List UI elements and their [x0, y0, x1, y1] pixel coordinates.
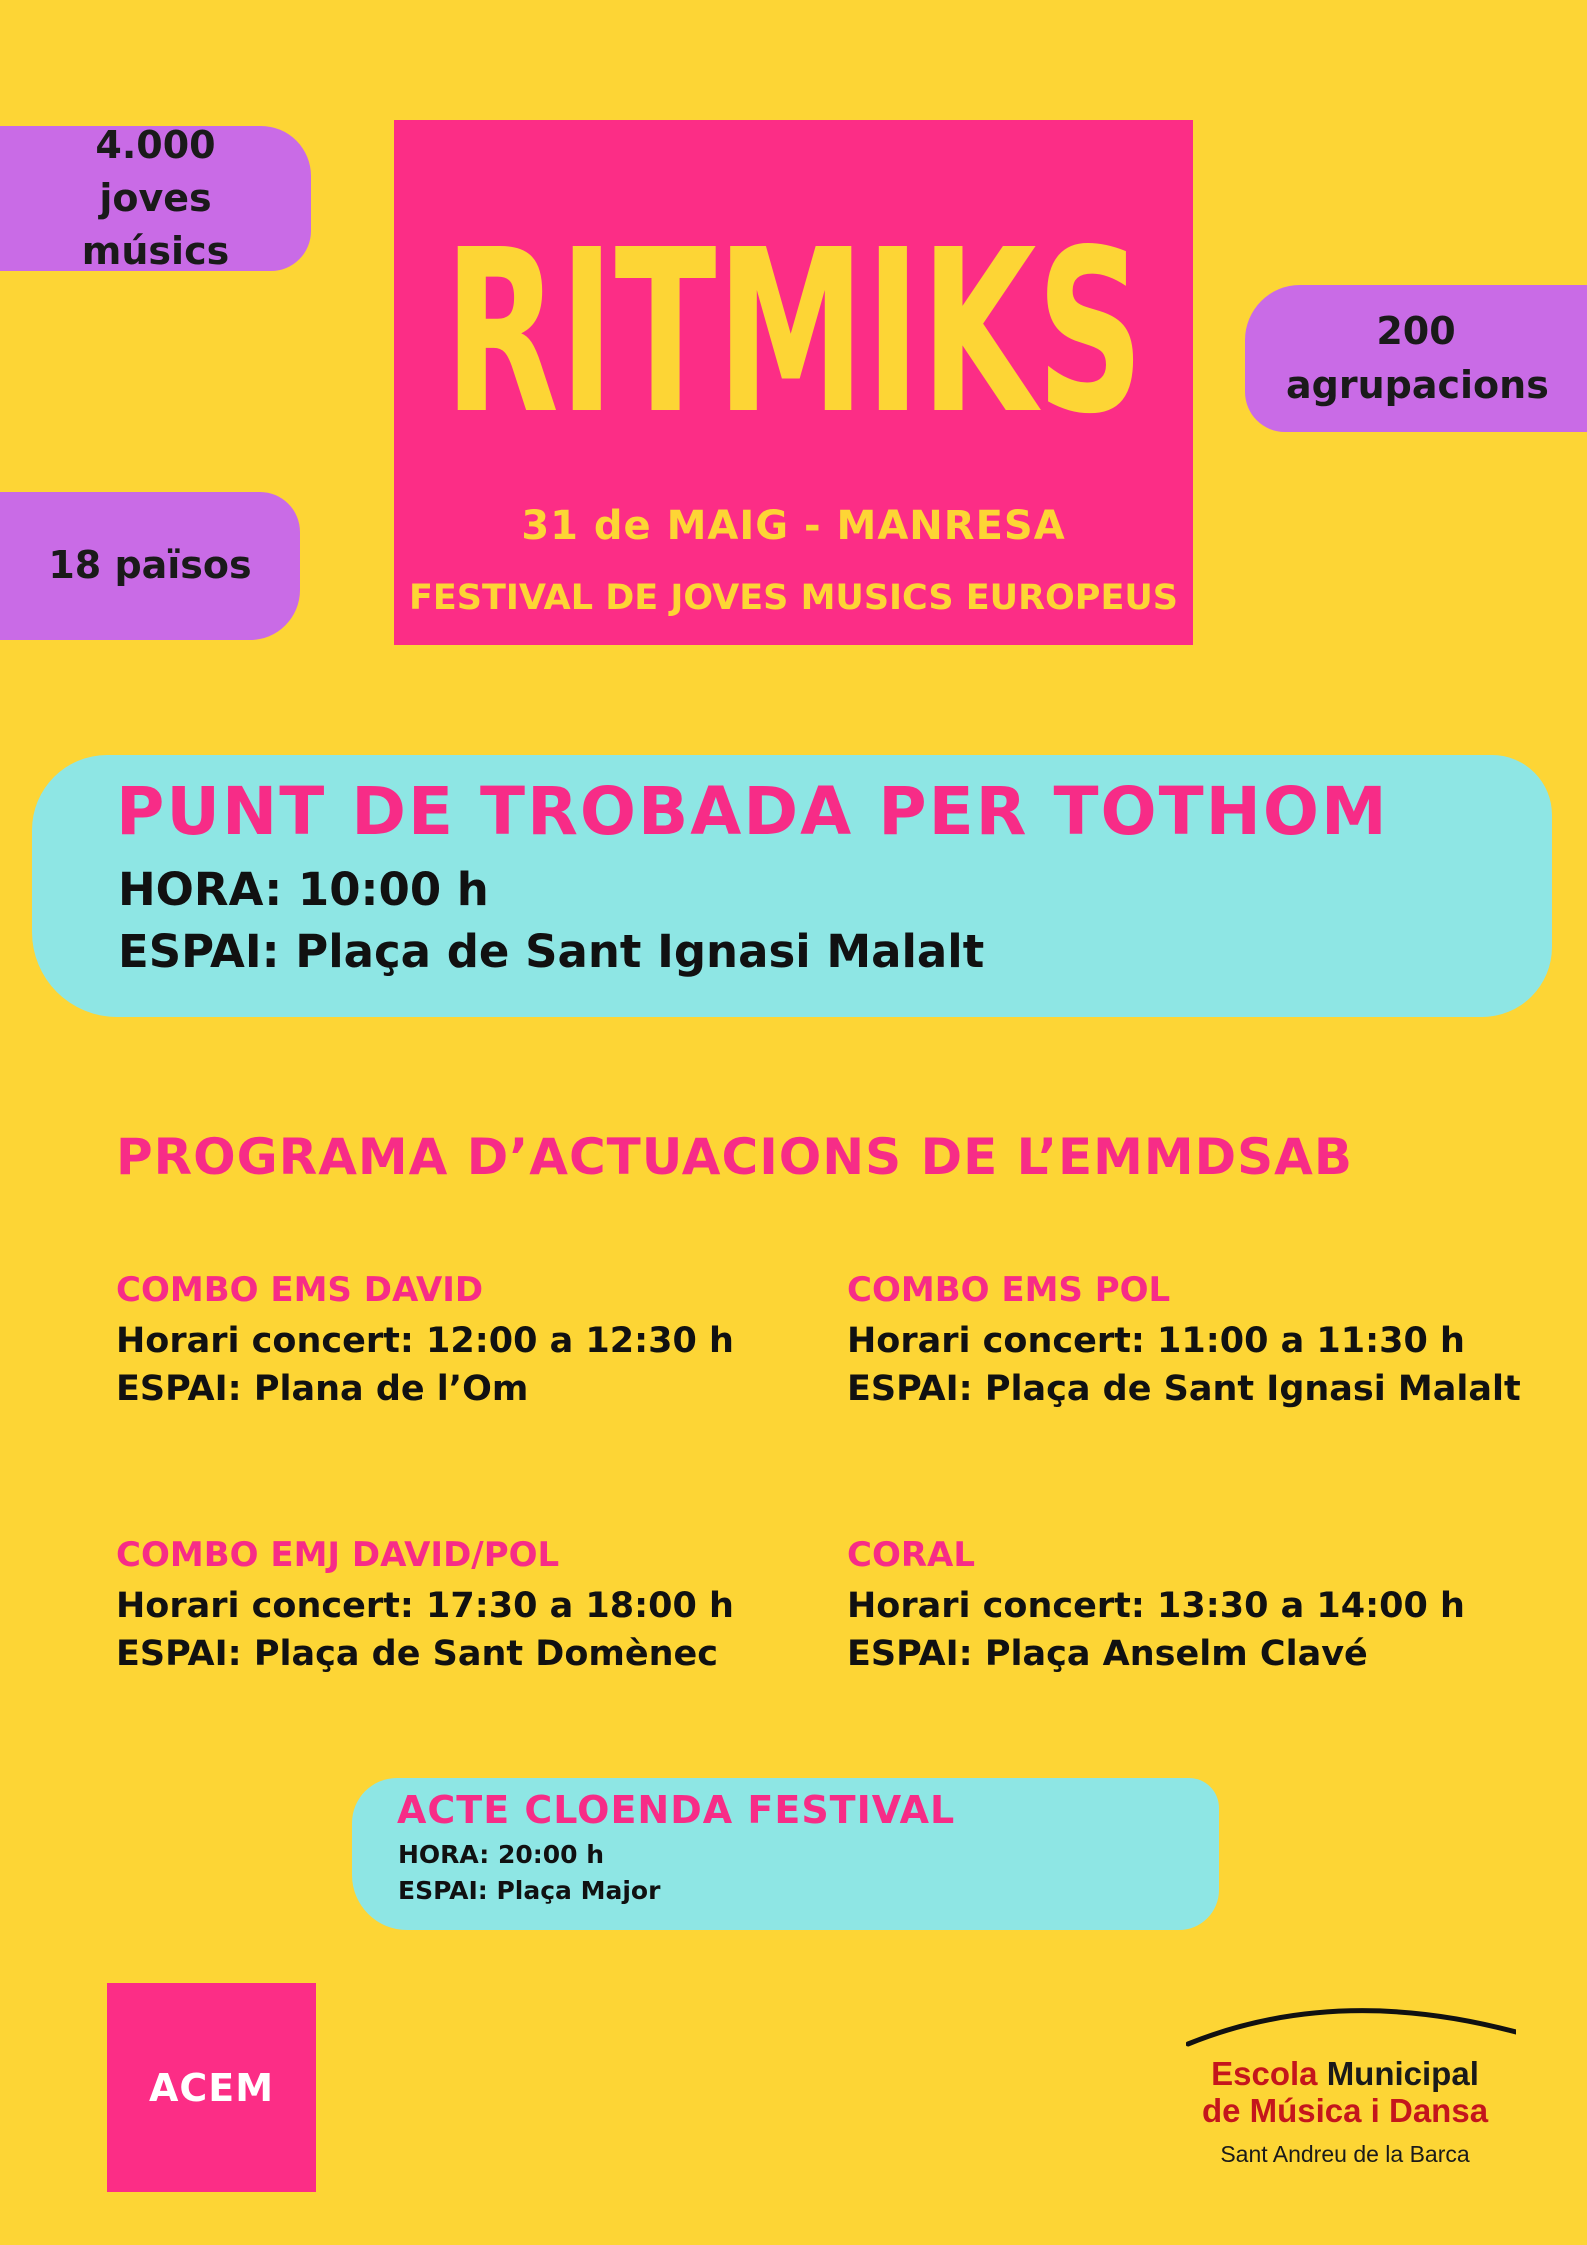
- act-name: COMBO EMS DAVID: [116, 1270, 484, 1310]
- act-place: ESPAI: Plaça de Sant Ignasi Malalt: [847, 1369, 1521, 1409]
- stat-groups-text: 200 agrupacions: [1286, 309, 1549, 407]
- closing-title: ACTE CLOENDA FESTIVAL: [397, 1788, 956, 1832]
- meeting-point-box: [32, 755, 1552, 1017]
- poster-subtitle: FESTIVAL DE JOVES MUSICS EUROPEUS: [408, 578, 1178, 618]
- stat-groups-badge: [1245, 285, 1587, 432]
- stat-countries-text: 18 països: [48, 543, 252, 588]
- act-time: Horari concert: 12:00 a 12:30 h: [116, 1321, 734, 1361]
- act-block: [116, 1270, 816, 1413]
- school-name-line1: [1180, 2055, 1510, 2093]
- act-name: COMBO EMS POL: [847, 1270, 1171, 1310]
- ritmiks-logo: [394, 120, 1193, 500]
- stat-countries-badge: [0, 492, 300, 640]
- act-place: ESPAI: Plaça de Sant Domènec: [116, 1634, 719, 1674]
- act-name: CORAL: [847, 1535, 976, 1575]
- school-name-escola: Escola: [1211, 2055, 1318, 2092]
- school-logo: [1180, 1990, 1540, 2180]
- school-location: Sant Andreu de la Barca: [1220, 2141, 1470, 2167]
- meeting-time: HORA: 10:00 h: [118, 863, 489, 916]
- act-time: Horari concert: 13:30 a 14:00 h: [847, 1586, 1465, 1626]
- act-block: [116, 1535, 816, 1678]
- stat-musicians-badge: [0, 122, 311, 274]
- acem-logo: [107, 1983, 316, 2192]
- meeting-place: ESPAI: Plaça de Sant Ignasi Malalt: [118, 925, 985, 978]
- act-block: [847, 1270, 1547, 1413]
- meeting-point-title: PUNT DE TROBADA PER TOTHOM: [116, 773, 1389, 850]
- act-place: ESPAI: Plaça Anselm Clavé: [847, 1634, 1368, 1674]
- act-block: [847, 1535, 1547, 1678]
- acem-logo-text: ACEM: [148, 2065, 275, 2110]
- stat-musicians-text: 4.000 joves músics: [81, 122, 230, 274]
- festival-poster: [394, 120, 1193, 645]
- closing-event-box: [352, 1778, 1219, 1930]
- closing-time: HORA: 20:00 h: [398, 1840, 605, 1869]
- poster-date: 31 de MAIG - MANRESA: [521, 503, 1066, 549]
- act-time: Horari concert: 11:00 a 11:30 h: [847, 1321, 1465, 1361]
- act-place: ESPAI: Plana de l’Om: [116, 1369, 529, 1409]
- closing-place: ESPAI: Plaça Major: [398, 1876, 661, 1905]
- ritmiks-wordmark: RITMIKS: [444, 202, 1144, 464]
- school-logo-arc-icon: [1186, 1990, 1516, 2050]
- school-name-municipal: Municipal: [1326, 2055, 1479, 2092]
- act-name: COMBO EMJ DAVID/POL: [116, 1535, 560, 1575]
- program-heading: PROGRAMA D’ACTUACIONS DE L’EMMDSAB: [116, 1128, 1353, 1186]
- school-name-line2: de Música i Dansa: [1201, 2092, 1489, 2129]
- act-time: Horari concert: 17:30 a 18:00 h: [116, 1586, 734, 1626]
